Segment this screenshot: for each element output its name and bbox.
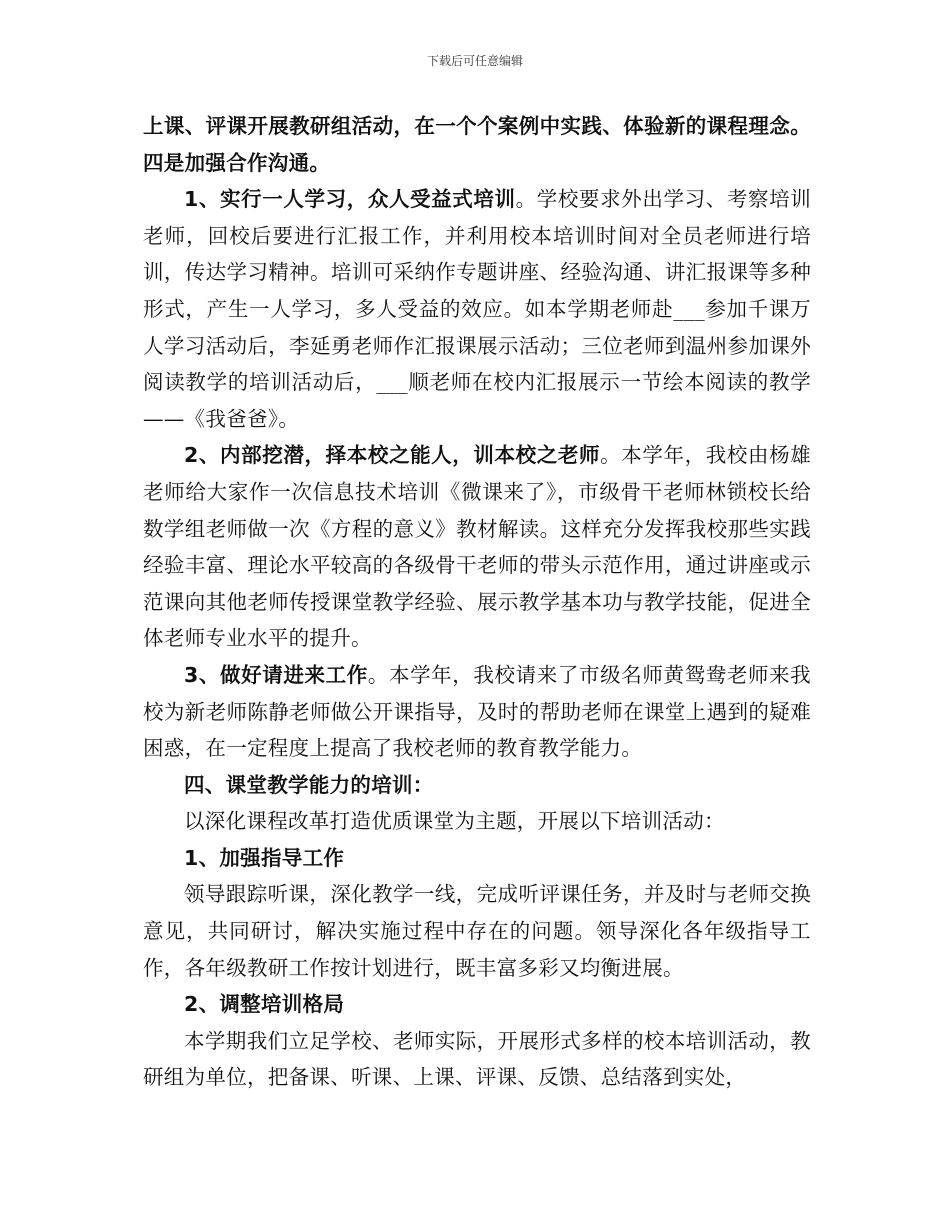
subheading-guidance: 1、加强指导工作 <box>184 845 345 870</box>
paragraph-item-2-lead: 2、内部挖潜，择本校之能人，训本校之老师 <box>184 443 601 468</box>
document-body <box>143 108 811 1096</box>
paragraph-continuation: 上课、评课开展教研组活动，在一个个案例中实践、体验新的课程理念。四是加强合作沟通。 <box>143 114 811 175</box>
paragraph-training-layout: 本学期我们立足学校、老师实际，开展形式多样的校本培训活动，教研组为单位，把备课、听课、上课、评课、反馈、总结落到实处， <box>143 1028 811 1090</box>
paragraph-item-3-lead: 3、做好请进来工作 <box>184 662 368 687</box>
paragraph-guidance: 领导跟踪听课，深化教学一线，完成听评课任务，并及时与老师交换意见，共同研讨，解决实施过程中存在的问题。领导深化各年级指导工作，各年级教研工作按计划进行，既丰富多彩又均衡进展。 <box>143 882 811 980</box>
paragraph-item-2 <box>143 437 811 657</box>
paragraph-item-1-lead: 1、实行一人学习，众人受益式培训 <box>184 187 516 212</box>
paragraph-intro: 以深化课程改革打造优质课堂为主题，开展以下培训活动： <box>184 809 725 834</box>
paragraph-item-1-text: 。学校要求外出学习、考察培训老师，回校后要进行汇报工作，并利用校本培训时间对全员老师进行培训，传达学习精神。培训可采纳作专题讲座、经验沟通、讲汇报课等多种形式，产生一人学习，多人受益的效应。如本学期老师赴___参加千课万人学习活动后，李延勇老师作汇报课展示活动；三位老师到温州参加课外阅读教学的培训活动后，___顺老师在校内汇报展示一节绘本阅读的教学——《我爸爸》。 <box>143 187 811 431</box>
paragraph-item-3 <box>143 657 811 767</box>
paragraph-item-3-text: 。本学年，我校请来了市级名师黄鸳鸯老师来我校为新老师陈静老师做公开课指导，及时的帮助老师在课堂上遇到的疑难困惑，在一定程度上提高了我校老师的教育教学能力。 <box>143 662 811 761</box>
paragraph-item-2-text: 。本学年，我校由杨雄老师给大家作一次信息技术培训《微课来了》，市级骨干老师林锁校长给数学组老师做一次《方程的意义》教材解读。这样充分发挥我校那些实践经验丰富、理论水平较高的各级骨干老师的带头示范作用，通过讲座或示范课向其他老师传授课堂教学经验、展示教学基本功与教学技能，促进全体老师专业水平的提升。 <box>143 443 812 651</box>
section-heading-4: 四、课堂教学能力的培训： <box>184 772 434 797</box>
paragraph-item-1 <box>143 181 811 437</box>
subheading-training-layout: 2、调整培训格局 <box>184 992 345 1017</box>
page-header: 下载后可任意编辑 <box>426 54 523 68</box>
